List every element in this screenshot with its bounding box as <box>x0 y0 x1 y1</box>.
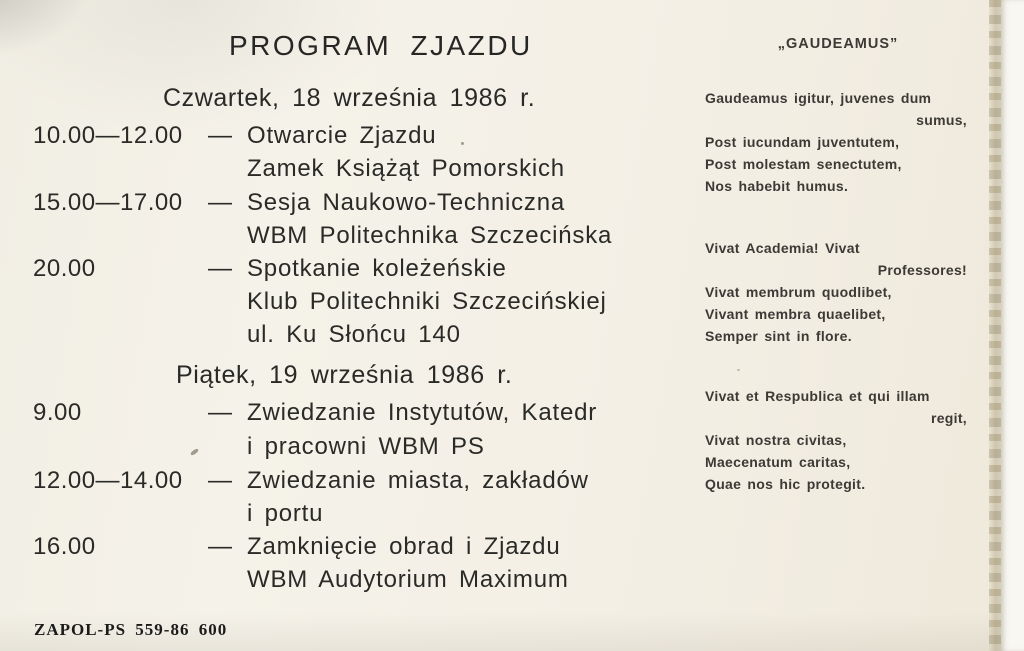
schedule-row <box>0 399 700 433</box>
schedule-row <box>0 122 700 156</box>
verse-line: Vivant membra quaelibet, <box>705 306 886 322</box>
verse-line: Post molestam senectutem, <box>705 156 902 172</box>
event-line: Sesja Naukowo-Techniczna <box>247 189 566 216</box>
dash-separator: — <box>208 255 232 282</box>
verse-line-hanging: Professores! <box>877 262 967 278</box>
verse-line: Nos habebit humus. <box>705 178 849 194</box>
dash-separator: — <box>208 122 232 149</box>
dash-separator: — <box>208 399 232 426</box>
verse-line-hanging: sumus, <box>916 112 967 128</box>
gaudeamus-heading: „GAUDEAMUS” <box>777 36 899 52</box>
schedule-row <box>0 533 700 567</box>
verse-line: Vivat et Respublica et qui illam <box>705 388 930 404</box>
event-line: WBM Audytorium Maximum <box>247 566 569 593</box>
event-line: Otwarcie Zjazdu <box>247 122 437 149</box>
schedule-row-continuation <box>0 433 700 467</box>
verse-line: Vivat Academia! Vivat <box>705 240 860 256</box>
gaudeamus-section <box>703 0 973 651</box>
event-line: Zwiedzanie miasta, zakładów <box>247 467 589 494</box>
page-title: PROGRAM ZJAZDU <box>229 30 533 61</box>
event-line: ul. Ku Słońcu 140 <box>247 321 461 348</box>
verse-line-hanging: regit, <box>930 410 967 426</box>
time-range: 15.00—17.00 <box>33 189 183 216</box>
schedule-row <box>0 255 700 289</box>
event-line: i pracowni WBM PS <box>247 433 485 460</box>
time-range: 12.00—14.00 <box>33 467 183 494</box>
event-line: Klub Politechniki Szczecińskiej <box>247 288 607 315</box>
verse-line: Maecenatum caritas, <box>705 454 851 470</box>
dash-separator: — <box>208 189 232 216</box>
schedule-row <box>0 467 700 501</box>
schedule-row-continuation <box>0 288 700 322</box>
scan-background-strip <box>1001 0 1024 651</box>
schedule-row-continuation <box>0 155 700 189</box>
dash-separator: — <box>208 533 232 560</box>
schedule-row-continuation <box>0 566 700 600</box>
time-range: 10.00—12.00 <box>33 122 183 149</box>
verse-line: Gaudeamus igitur, juvenes dum <box>705 90 932 106</box>
verse-line: Vivat nostra civitas, <box>705 432 847 448</box>
dash-separator: — <box>208 467 232 494</box>
schedule-row-continuation <box>0 500 700 534</box>
verse-line: Vivat membrum quodlibet, <box>705 284 892 300</box>
verse-line: Quae nos hic protegit. <box>705 476 866 492</box>
event-line: i portu <box>247 500 324 527</box>
day-heading-friday: Piątek, 19 września 1986 r. <box>176 361 513 389</box>
schedule-row-continuation <box>0 222 700 256</box>
time-range: 20.00 <box>33 255 96 282</box>
event-line: WBM Politechnika Szczecińska <box>247 222 613 249</box>
event-line: Spotkanie koleżeńskie <box>247 255 507 282</box>
verse-line: Semper sint in flore. <box>705 328 852 344</box>
time-range: 9.00 <box>33 399 82 426</box>
event-line: Zamknięcie obrad i Zjazdu <box>247 533 561 560</box>
printer-imprint: ZAPOL-PS 559-86 600 <box>34 620 228 639</box>
time-range: 16.00 <box>33 533 96 560</box>
schedule-row <box>0 189 700 223</box>
day-heading-thursday: Czwartek, 18 września 1986 r. <box>163 84 536 112</box>
schedule-row-continuation <box>0 321 700 355</box>
event-line: Zamek Książąt Pomorskich <box>247 155 565 182</box>
verse-line: Post iucundam juventutem, <box>705 134 900 150</box>
event-line: Zwiedzanie Instytutów, Katedr <box>247 399 598 426</box>
